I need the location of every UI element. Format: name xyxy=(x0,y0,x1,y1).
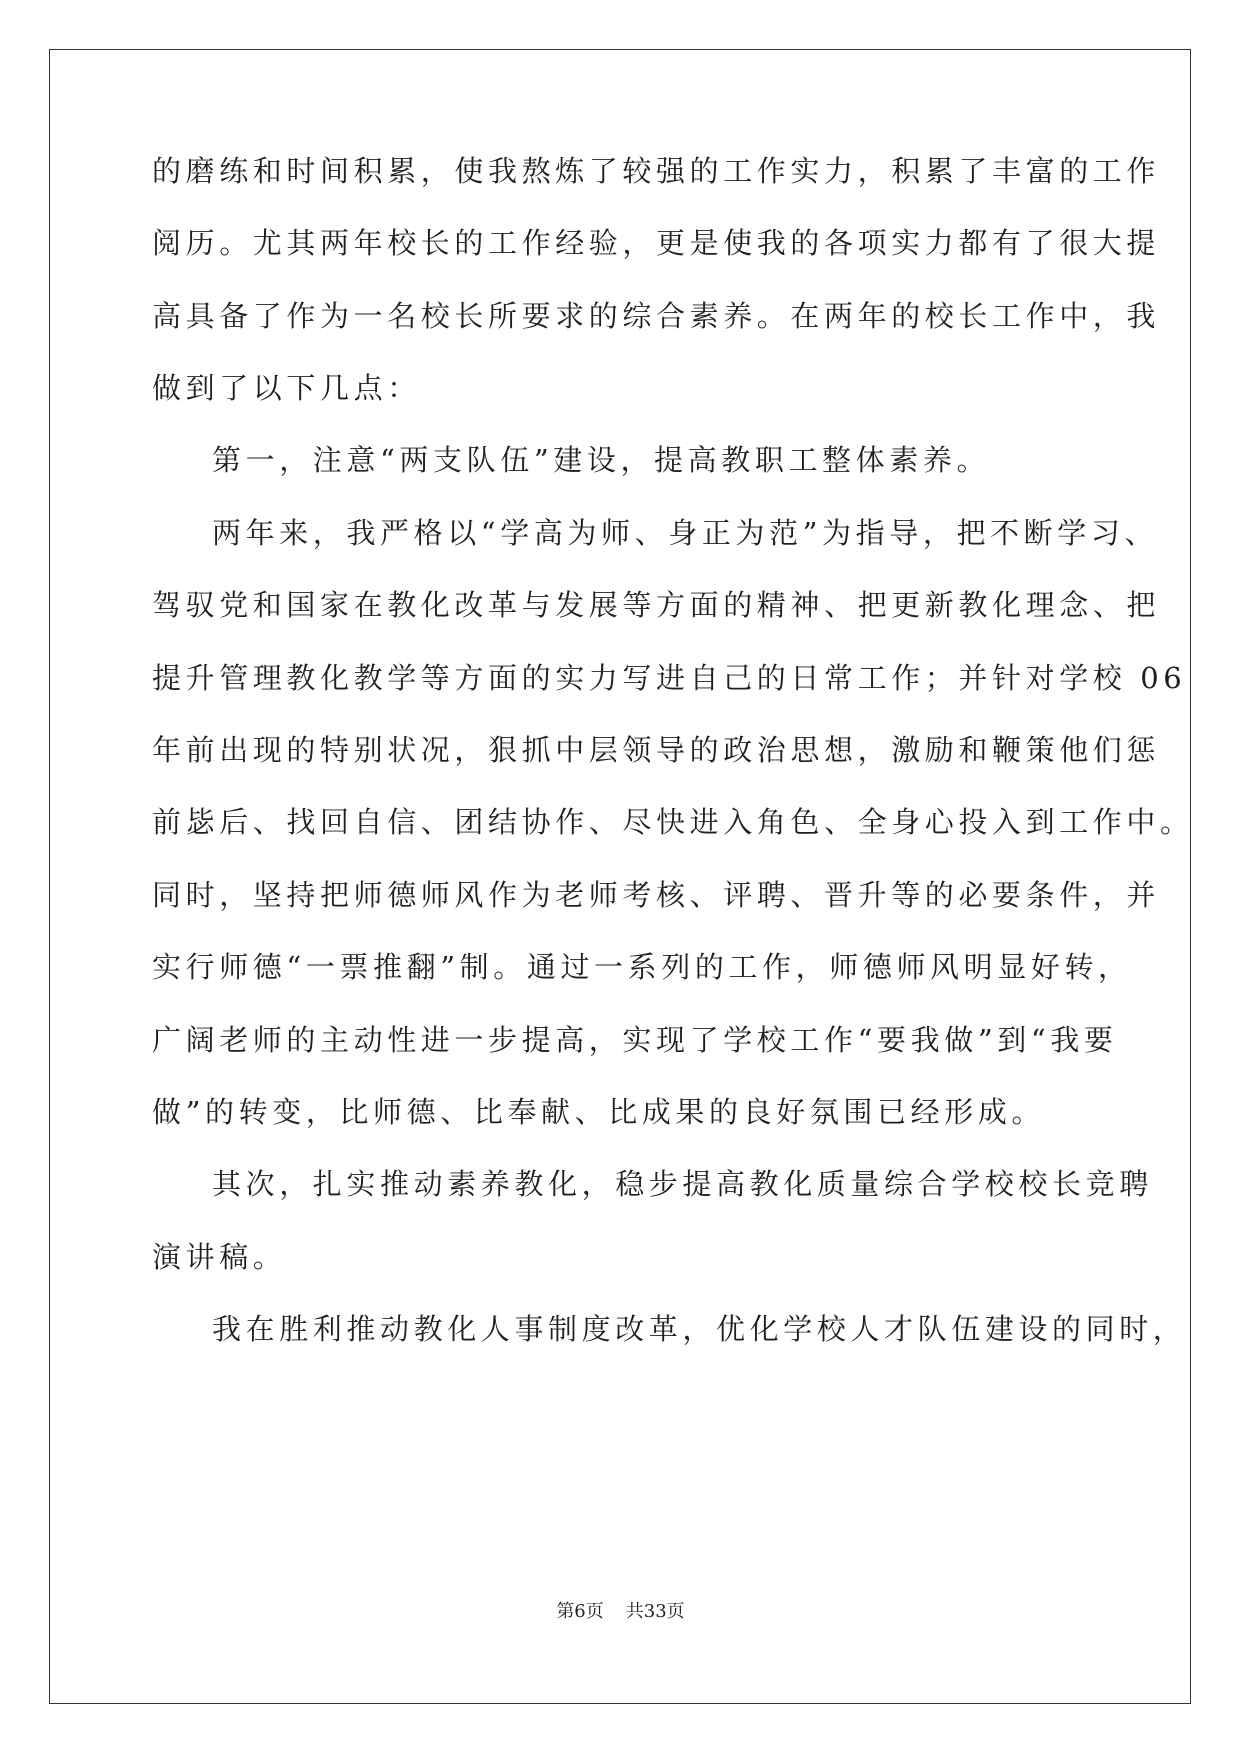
page-footer xyxy=(0,1600,1241,1624)
page-number: 第6页 xyxy=(556,1601,604,1622)
text-line: 阅历。尤其两年校长的工作经验，更是使我的各项实力都有了很大提 xyxy=(152,226,1161,260)
text-line: 提升管理教化教学等方面的实力写进自己的日常工作；并针对学校 06 xyxy=(152,661,1187,695)
text-line: 做到了以下几点： xyxy=(152,371,421,405)
text-line: 演讲稿。 xyxy=(152,1240,287,1274)
text-line: 做”的转变，比师德、比奉献、比成果的良好氛围已经形成。 xyxy=(152,1095,1046,1129)
text-line: 两年来，我严格以“学高为师、身正为范”为指导，把不断学习、 xyxy=(212,516,1159,550)
text-line: 年前出现的特别状况，狠抓中层领导的政治思想，激励和鞭策他们惩 xyxy=(152,733,1161,767)
text-line: 前毖后、找回自信、团结协作、尽快进入角色、全身心投入到工作中。 xyxy=(152,805,1194,839)
text-line: 实行师德“一票推翻”制。通过一系列的工作，师德师风明显好转， xyxy=(152,950,1132,984)
paragraph-heading: 其次，扎实推动素养教化，稳步提高教化质量综合学校校长竞聘 xyxy=(212,1167,1153,1201)
text-line: 同时，坚持把师德师风作为老师考核、评聘、晋升等的必要条件，并 xyxy=(152,878,1161,912)
page-total: 共33页 xyxy=(625,1601,685,1622)
text-line: 高具备了作为一名校长所要求的综合素养。在两年的校长工作中，我 xyxy=(152,299,1161,333)
text-line: 广阔老师的主动性进一步提高，实现了学校工作“要我做”到“我要 xyxy=(152,1023,1118,1057)
text-line: 驾驭党和国家在教化改革与发展等方面的精神、把更新教化理念、把 xyxy=(152,588,1161,622)
paragraph-heading: 第一，注意“两支队伍”建设，提高教职工整体素养。 xyxy=(212,443,991,477)
text-line: 的磨练和时间积累，使我熬炼了较强的工作实力，积累了丰富的工作 xyxy=(152,154,1161,188)
text-line: 我在胜利推动教化人事制度改革，优化学校人才队伍建设的同时， xyxy=(212,1312,1187,1346)
